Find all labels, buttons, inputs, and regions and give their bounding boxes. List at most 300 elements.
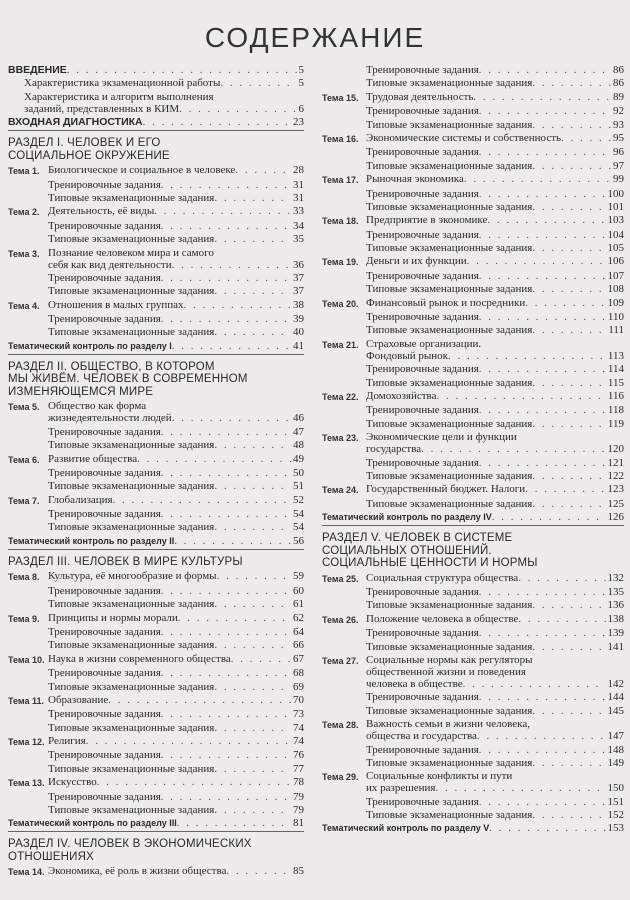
dot-leader <box>154 205 291 217</box>
topic-number: Тема 13. <box>8 778 45 789</box>
toc-entry-body <box>48 285 304 297</box>
topic-number: Тема 1. <box>8 166 40 177</box>
toc-entry-text: Типовые экзаменационные задания <box>366 77 533 90</box>
page-number: 73 <box>293 708 304 721</box>
page-number: 86 <box>613 64 624 76</box>
toc-entry-text: Познание человеком мира и самого <box>48 246 214 259</box>
dot-leader <box>161 708 291 720</box>
page-number: 120 <box>607 443 624 456</box>
dot-leader <box>113 494 291 506</box>
toc-entry-text: жизнедеятельности людей <box>48 412 172 425</box>
toc-entry-body <box>366 229 624 241</box>
toc-entry-text: Отношения в малых группах <box>48 298 184 311</box>
toc-line <box>366 160 624 172</box>
toc-line <box>366 443 624 455</box>
dot-leader <box>214 480 291 492</box>
toc-subentry <box>8 480 304 492</box>
toc-entry-text: Общество как форма <box>48 400 147 413</box>
toc-entry-body <box>48 791 304 803</box>
topic-entry <box>322 297 624 310</box>
toc-entry-text: Типовые экзаменационные задания <box>48 598 215 611</box>
toc-line <box>366 64 624 76</box>
page-number: 109 <box>607 296 624 309</box>
toc-line <box>48 164 304 176</box>
toc-entry-body <box>48 639 304 651</box>
toc-line <box>48 192 304 204</box>
page-number: 50 <box>293 466 304 479</box>
topic-entry <box>8 570 304 583</box>
toc-subentry <box>322 586 624 598</box>
page-number: 142 <box>607 677 624 690</box>
page-number: 121 <box>607 456 624 469</box>
toc-subentry <box>322 498 624 510</box>
toc-entry-body <box>366 718 624 742</box>
toc-line <box>48 585 304 597</box>
dot-leader <box>172 412 291 424</box>
toc-subentry <box>322 377 624 389</box>
toc-entry-body <box>366 270 624 282</box>
dot-leader <box>97 776 291 788</box>
toc-entry-body <box>48 426 304 438</box>
toc-entry-body <box>48 439 304 451</box>
toc-entry-body <box>48 763 304 775</box>
dot-leader <box>161 179 291 191</box>
page-number: 122 <box>607 469 624 482</box>
toc-line <box>366 678 624 690</box>
dot-leader <box>518 613 605 625</box>
toc-entry-text: их разрешения <box>366 782 436 795</box>
toc-entry-text: Тематический контроль по разделу I <box>8 340 172 351</box>
dot-leader <box>161 508 291 520</box>
toc-line <box>48 667 304 679</box>
section-divider <box>8 831 304 832</box>
toc-line <box>48 179 304 191</box>
page-number: 148 <box>607 743 624 756</box>
section-heading <box>8 137 304 162</box>
page-number: 116 <box>607 389 624 402</box>
page-number: 79 <box>293 790 304 803</box>
toc-entry-body <box>366 119 624 131</box>
section-heading-line: СОЦИАЛЬНОЕ ОКРУЖЕНИЕ <box>8 149 170 162</box>
toc-entry-body <box>366 796 624 808</box>
toc-line <box>48 259 304 271</box>
toc-subentry <box>322 809 624 821</box>
toc-entry-body <box>48 326 304 338</box>
toc-entry-text: Типовые экзаменационные задания <box>366 283 533 296</box>
dot-leader <box>532 377 606 389</box>
toc-entry-text: ВХОДНАЯ ДИАГНОСТИКА <box>8 116 143 129</box>
dot-leader <box>161 626 291 638</box>
toc-entry-body <box>8 535 304 547</box>
toc-entry-body <box>366 770 624 794</box>
toc-subentry <box>8 508 304 520</box>
toc-entry-text: Типовые экзаменационные задания <box>48 285 215 298</box>
toc-entry-body <box>48 205 304 217</box>
toc-column-left <box>8 64 304 880</box>
page-number: 145 <box>607 704 624 717</box>
section-heading-line: РАЗДЕЛ I. ЧЕЛОВЕК И ЕГО <box>8 137 161 150</box>
toc-entry-text: Типовые экзаменационные задания <box>366 704 533 717</box>
topic-number: Тема 5. <box>8 402 40 413</box>
dot-leader <box>421 443 605 455</box>
page-number: 138 <box>607 612 624 625</box>
topic-entry <box>8 776 304 789</box>
toc-entry-body <box>8 116 304 128</box>
toc-entry-body <box>366 483 624 495</box>
toc-entry-body <box>366 377 624 389</box>
toc-entry-body <box>366 64 624 76</box>
dot-leader <box>532 641 605 653</box>
toc-entry-text: Тренировочные задания <box>48 584 161 597</box>
toc-line <box>8 64 304 76</box>
toc-entry-text: Тренировочные задания <box>366 64 479 76</box>
dot-leader <box>532 324 606 336</box>
toc-entry-body <box>48 612 304 624</box>
page-number: 81 <box>293 817 304 830</box>
toc-subentry <box>8 763 304 775</box>
toc-entry-text: Типовые экзаменационные задания <box>366 417 533 430</box>
toc-entry-text: Финансовый рынок и посредники <box>366 296 526 309</box>
dot-leader <box>172 340 291 352</box>
dot-leader <box>479 744 606 756</box>
page-number: 67 <box>293 652 304 665</box>
dot-leader <box>108 694 291 706</box>
toc-entry-text: Характеристика и алгоритм выполнения <box>24 90 214 103</box>
toc-entry-body <box>48 164 304 176</box>
page-number: 153 <box>607 822 624 835</box>
dot-leader <box>479 188 606 200</box>
toc-line <box>8 340 304 352</box>
page-number: 56 <box>293 534 304 547</box>
page-number: 78 <box>293 776 304 789</box>
toc-subentry <box>8 272 304 284</box>
page-number: 85 <box>293 865 304 878</box>
topic-number: Тема 10. <box>8 654 45 665</box>
toc-subentry <box>8 521 304 533</box>
toc-subentry <box>8 426 304 438</box>
toc-entry-body <box>48 804 304 816</box>
toc-entry-body <box>48 508 304 520</box>
dot-leader <box>161 585 291 597</box>
dot-leader <box>226 865 291 877</box>
toc-subentry <box>322 64 624 76</box>
toc-entry-body <box>366 77 624 89</box>
toc-entry-body <box>366 255 624 267</box>
dot-leader <box>214 285 291 297</box>
toc-subentry <box>322 146 624 158</box>
toc-subentry <box>322 201 624 213</box>
toc-entry-body <box>366 297 624 309</box>
dot-leader <box>532 757 605 769</box>
toc-entry-body <box>366 705 624 717</box>
toc-entry-text: Тренировочные задания <box>366 269 479 282</box>
toc-entry-text: Типовые экзаменационные задания <box>366 159 533 172</box>
dot-leader <box>532 242 605 254</box>
control-entry <box>8 340 304 352</box>
toc-line <box>48 722 304 734</box>
toc-entry-text: Тематический контроль по разделу II <box>8 535 175 546</box>
toc-entry-text: Типовые экзаменационные задания <box>48 680 215 693</box>
toc-entry-body <box>366 586 624 598</box>
dot-leader <box>479 105 611 117</box>
toc-entry-body <box>48 179 304 191</box>
toc-line <box>366 270 624 282</box>
page-number: 38 <box>293 298 304 311</box>
toc-entry-text: Образование <box>48 693 109 706</box>
toc-entry-text: Тематический контроль по разделу IV <box>322 512 492 523</box>
dot-leader <box>214 681 291 693</box>
topic-entry <box>322 173 624 186</box>
topic-number: Тема 27. <box>322 655 359 666</box>
page-number: 54 <box>293 521 304 534</box>
toc-entry-text: государства <box>366 443 422 456</box>
toc-entry-text: Типовые экзаменационные задания <box>48 480 215 493</box>
dot-leader <box>479 311 606 323</box>
toc-entry-text: Предприятие в экономике <box>366 214 488 227</box>
dot-leader <box>161 272 291 284</box>
page-number: 111 <box>608 324 624 337</box>
topic-number: Тема 22. <box>322 391 359 402</box>
toc-subentry <box>8 439 304 451</box>
toc-entry-body <box>366 242 624 254</box>
toc-line <box>366 146 624 158</box>
dot-leader <box>518 572 605 584</box>
toc-entry-text: Социальные нормы как регуляторы <box>366 653 533 666</box>
toc-line <box>366 390 624 402</box>
toc-entry-text: Типовые экзаменационные задания <box>48 721 215 734</box>
toc-entry-text: Тренировочные задания <box>366 627 479 640</box>
toc-entry-body <box>366 757 624 769</box>
topic-entry <box>322 613 624 626</box>
toc-entry-text: Типовые экзаменационные задания <box>48 233 215 246</box>
toc-line <box>366 377 624 389</box>
toc-line <box>24 103 304 115</box>
topic-number: Тема 28. <box>322 720 359 731</box>
page-number: 149 <box>607 756 624 769</box>
topic-entry <box>8 694 304 707</box>
topic-number: Тема 24. <box>322 485 359 496</box>
toc-subentry <box>8 467 304 479</box>
toc-line <box>48 612 304 624</box>
toc-line <box>48 804 304 816</box>
section-heading <box>8 556 304 569</box>
page-number: 100 <box>607 187 624 200</box>
page-number: 74 <box>293 721 304 734</box>
page-number: 99 <box>613 173 624 186</box>
page-number: 74 <box>293 735 304 748</box>
dot-leader <box>532 705 605 717</box>
toc-entry-body <box>366 627 624 639</box>
page-number: 48 <box>293 439 304 452</box>
toc-entry-body <box>48 708 304 720</box>
topic-number: Тема 6. <box>8 454 40 465</box>
topic-number: Тема 18. <box>322 216 359 227</box>
page-number: 144 <box>607 691 624 704</box>
page-number: 136 <box>607 599 624 612</box>
toc-entry-body <box>366 572 624 584</box>
toc-entry-body <box>48 313 304 325</box>
toc-entry-text: Рыночная экономика <box>366 173 464 186</box>
dot-leader <box>435 782 605 794</box>
page-number: 126 <box>607 511 624 524</box>
toc-line <box>48 299 304 311</box>
toc-line <box>366 255 624 267</box>
toc-line <box>366 757 624 769</box>
page-number: 92 <box>613 105 624 118</box>
page-number: 125 <box>607 497 624 510</box>
control-entry <box>8 535 304 547</box>
topic-entry <box>322 572 624 585</box>
dot-leader <box>561 132 611 144</box>
dot-leader <box>532 498 605 510</box>
page-number: 5 <box>298 77 304 90</box>
toc-entry-text: Глобализация <box>48 493 113 506</box>
page-number: 132 <box>607 571 624 584</box>
toc-entry-text: Принципы и нормы морали <box>48 611 178 624</box>
topic-entry <box>8 299 304 312</box>
toc-entry-text: Деятельность, её виды <box>48 205 155 218</box>
section-heading-line: РАЗДЕЛ V. ЧЕЛОВЕК В СИСТЕМЕ <box>322 532 513 545</box>
toc-entry-body <box>366 160 624 172</box>
dot-leader <box>479 64 611 76</box>
topic-number: Тема 11. <box>8 695 44 706</box>
toc-subentry <box>8 585 304 597</box>
toc-line <box>366 242 624 254</box>
page-number: 104 <box>607 228 624 241</box>
page-number: 62 <box>293 611 304 624</box>
section-heading <box>8 361 304 399</box>
section-divider <box>8 130 304 131</box>
page-number: 114 <box>607 363 624 376</box>
toc-entry-text: Положение человека в обществе <box>366 612 519 625</box>
toc-entry-text: Тренировочные задания <box>48 749 161 762</box>
dot-leader <box>137 453 291 465</box>
toc-entry-text: Тренировочные задания <box>48 667 161 680</box>
toc-subentry <box>322 641 624 653</box>
toc-line <box>366 457 624 469</box>
toc-line <box>366 119 624 131</box>
toc-subentry <box>8 804 304 816</box>
toc-entry-text: Характеристика экзаменационной работы <box>24 77 221 90</box>
dot-leader <box>477 730 606 742</box>
page-number: 95 <box>613 131 624 144</box>
page-number: 139 <box>607 627 624 640</box>
toc-entry-body <box>366 132 624 144</box>
toc-entry-text: Тренировочные задания <box>48 425 161 438</box>
toc-entry-body <box>366 470 624 482</box>
topic-entry <box>8 865 304 878</box>
toc-entry-text: Биологическое и социальное в человеке <box>48 164 236 177</box>
toc-subentry <box>8 233 304 245</box>
dot-leader <box>184 299 291 311</box>
dot-leader <box>161 467 291 479</box>
topic-number: Тема 8. <box>8 572 40 583</box>
toc-subentry <box>322 404 624 416</box>
dot-leader <box>525 297 605 309</box>
toc-line <box>366 627 624 639</box>
toc-entry-text: Деньги и их функции <box>366 255 467 268</box>
toc-entry-body <box>366 91 624 103</box>
page-number: 101 <box>607 200 624 213</box>
topic-entry <box>322 483 624 496</box>
toc-entry-body <box>48 570 304 582</box>
dot-leader <box>161 791 291 803</box>
toc-line <box>48 776 304 788</box>
dot-leader <box>532 283 605 295</box>
toc-entry-body <box>8 64 304 76</box>
toc-subentry <box>322 457 624 469</box>
toc-line <box>48 749 304 761</box>
toc-line <box>366 599 624 611</box>
toc-subentry <box>8 791 304 803</box>
toc-entry-body <box>322 511 624 523</box>
toc-entry-text: Социальные конфликты и пути <box>366 770 513 783</box>
dot-leader <box>174 535 291 547</box>
page-number: 66 <box>293 639 304 652</box>
toc-line <box>366 498 624 510</box>
page-number: 76 <box>293 749 304 762</box>
toc-line <box>24 77 304 89</box>
toc-entry-text: Социальная структура общества <box>366 571 519 584</box>
toc-entry-text: Тренировочные задания <box>48 625 161 638</box>
toc-entry-text: Типовые экзаменационные задания <box>366 756 533 769</box>
dot-leader <box>532 77 611 89</box>
toc-entry-body <box>366 809 624 821</box>
toc-entry-text: Типовые экзаменационные задания <box>366 599 533 612</box>
page-number: 47 <box>293 425 304 438</box>
page-number: 123 <box>607 483 624 496</box>
dot-leader <box>214 439 291 451</box>
toc-entry-body <box>366 173 624 185</box>
toc-entry-text: Тренировочные задания <box>366 743 479 756</box>
toc-entry-body <box>322 822 624 834</box>
toc-entry-text: Типовые экзаменационные задания <box>366 640 533 653</box>
toc-entry <box>8 116 304 128</box>
topic-number: Тема 12. <box>8 737 45 748</box>
dot-leader <box>492 511 606 523</box>
toc-line <box>48 412 304 424</box>
dot-leader <box>479 363 606 375</box>
page-number: 93 <box>613 118 624 131</box>
dot-leader <box>214 326 291 338</box>
toc-line <box>48 791 304 803</box>
topic-entry <box>322 390 624 403</box>
toc-entry-text: Трудовая деятельность <box>366 90 474 103</box>
dot-leader <box>214 722 291 734</box>
topic-number: Тема 29. <box>322 772 359 783</box>
toc-line <box>48 639 304 651</box>
dot-leader <box>67 64 297 76</box>
toc-entry-text: общественной жизни и поведения <box>366 665 526 678</box>
page-number: 37 <box>293 271 304 284</box>
dot-leader <box>532 599 605 611</box>
toc-subentry <box>8 285 304 297</box>
page-number: 108 <box>607 283 624 296</box>
dot-leader <box>479 404 606 416</box>
toc-entry-body <box>366 105 624 117</box>
toc-line <box>366 796 624 808</box>
toc-line <box>48 453 304 465</box>
toc-line <box>366 470 624 482</box>
topic-number: Тема 26. <box>322 614 359 625</box>
toc-subentry <box>8 708 304 720</box>
toc-subentry <box>322 757 624 769</box>
toc-entry-body <box>48 494 304 506</box>
dot-leader <box>177 817 291 829</box>
toc-entry-body <box>366 431 624 455</box>
toc-entry-text: Типовые экзаменационные задания <box>48 762 215 775</box>
toc-entry-text: Типовые экзаменационные задания <box>366 497 533 510</box>
